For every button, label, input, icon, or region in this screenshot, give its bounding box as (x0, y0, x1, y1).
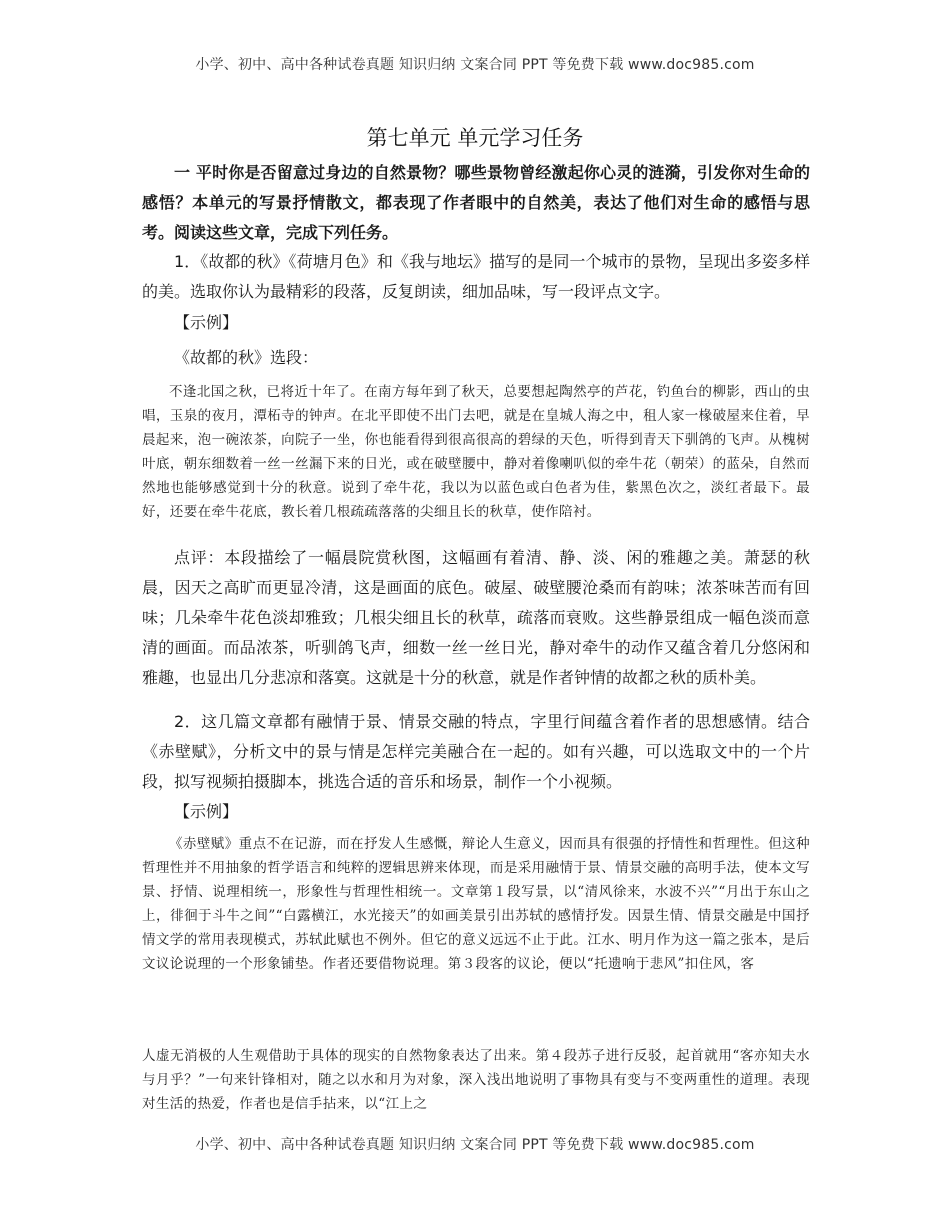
example-2-paragraph-2: 人虚无消极的人生观借助于具体的现实的自然物象表达了出来。第４段苏子进行反驳，起首就用“客亦知夫水与月乎？”一句来针锋相对，随之以水和月为对象，深入浅出地说明了事物具有变与不变两重性的道理。表现对生活的热爱，作者也是信手拈来，以“江上之 (142, 1048, 810, 1112)
example-2-part-1-block (142, 832, 810, 976)
footer-banner: 小学、初中、高中各种试卷真题 知识归纳 文案合同 PPT 等免费下载 www.doc985.com (195, 1137, 755, 1153)
task-1-paragraph: 1．《故都的秋》《荷塘月色》和《我与地坛》描写的是同一个城市的景物，呈现出多姿多样的美。选取你认为最精彩的段落，反复朗读，细加品味，写一段评点文字。 (142, 252, 810, 301)
intro-paragraph: 一 平时你是否留意过身边的自然景物？哪些景物曾经激起你心灵的涟漪，引发你对生命的感悟？本单元的写景抒情散文，都表现了作者眼中的自然美，表达了他们对生命的感悟与思考。阅读这些文章，完成下列任务。 (142, 163, 810, 242)
example-label-1-block (142, 308, 810, 338)
example-label-2: 【示例】 (174, 802, 239, 821)
intro-block (142, 158, 810, 248)
excerpt-block (142, 380, 810, 524)
task-2-block (142, 707, 810, 797)
header-banner: 小学、初中、高中各种试卷真题 知识归纳 文案合同 PPT 等免费下载 www.doc985.com (195, 57, 755, 73)
excerpt-label-block (142, 343, 810, 373)
task-2-paragraph: 2．这几篇文章都有融情于景、情景交融的特点，字里行间蕴含着作者的思想感情。结合《赤壁赋》，分析文中的景与情是怎样完美融合在一起的。如有兴趣，可以选取文中的一个片段，拟写视频拍摄脚本，挑选合适的音乐和场景，制作一个小视频。 (142, 712, 810, 791)
example-label-2-block (142, 797, 810, 827)
commentary-block (142, 543, 810, 693)
page-title: 第七单元 单元学习任务 (366, 126, 584, 150)
example-label-1: 【示例】 (174, 313, 239, 332)
commentary-paragraph: 点评：本段描绘了一幅晨院赏秋图，这幅画有着清、静、淡、闲的雅趣之美。萧瑟的秋晨，因天之高旷而更显冷清，这是画面的底色。破屋、破壁腰沧桑而有韵味；浓茶味苦而有回味；几朵牵牛花色淡却雅致；几根尖细且长的秋草，疏落而衰败。这些静景组成一幅色淡而意清的画面。而品浓茶，听驯鸽飞声，细数一丝一丝日光，静对牵牛的动作又蕴含着几分悠闲和雅趣，也显出几分悲凉和落寞。这就是十分的秋意，就是作者钟情的故都之秋的质朴美。 (142, 548, 810, 687)
excerpt-label: 《故都的秋》选段： (174, 348, 319, 367)
example-2-paragraph-1: 《赤壁赋》重点不在记游，而在抒发人生感慨，辩论人生意义，因而具有很强的抒情性和哲理性。但这种哲理性并不用抽象的哲学语言和纯粹的逻辑思辨来体现，而是采用融情于景、情景交融的高明手法，使本文写景、抒情、说理相统一，形象性与哲理性相统一。文章第１段写景，以“清风徐来，水波不兴”“月出于东山之上，徘徊于斗牛之间”“白露横江，水光接天”的如画美景引出苏轼的感情抒发。因景生情、情景交融是中国抒情文学的常用表现模式，苏轼此赋也不例外。但它的意义远远不止于此。江水、明月作为这一篇之张本，是后文议论说理的一个形象铺垫。作者还要借物说理。第３段客的议论，便以“托遗响于悲风”扣住风，客 (142, 836, 810, 972)
excerpt-paragraph: 不逢北国之秋，已将近十年了。在南方每年到了秋天，总要想起陶然亭的芦花，钓鱼台的柳影，西山的虫唱，玉泉的夜月，潭柘寺的钟声。在北平即使不出门去吧，就是在皇城人海之中，租人家一椽破屋来住着，早晨起来，泡一碗浓茶，向院子一坐，你也能看得到很高很高的碧绿的天色，听得到青天下驯鸽的飞声。从槐树叶底，朝东细数着一丝一丝漏下来的日光，或在破壁腰中，静对着像喇叭似的牵牛花（朝荣）的蓝朵，自然而然地也能够感觉到十分的秋意。说到了牵牛花，我以为以蓝色或白色者为佳，紫黑色次之，淡红者最下。最好，还要在牵牛花底，教长着几根疏疏落落的尖细且长的秋草，使作陪衬。 (142, 384, 810, 520)
example-2-part-2-block (142, 1044, 810, 1116)
task-1-block (142, 247, 810, 307)
